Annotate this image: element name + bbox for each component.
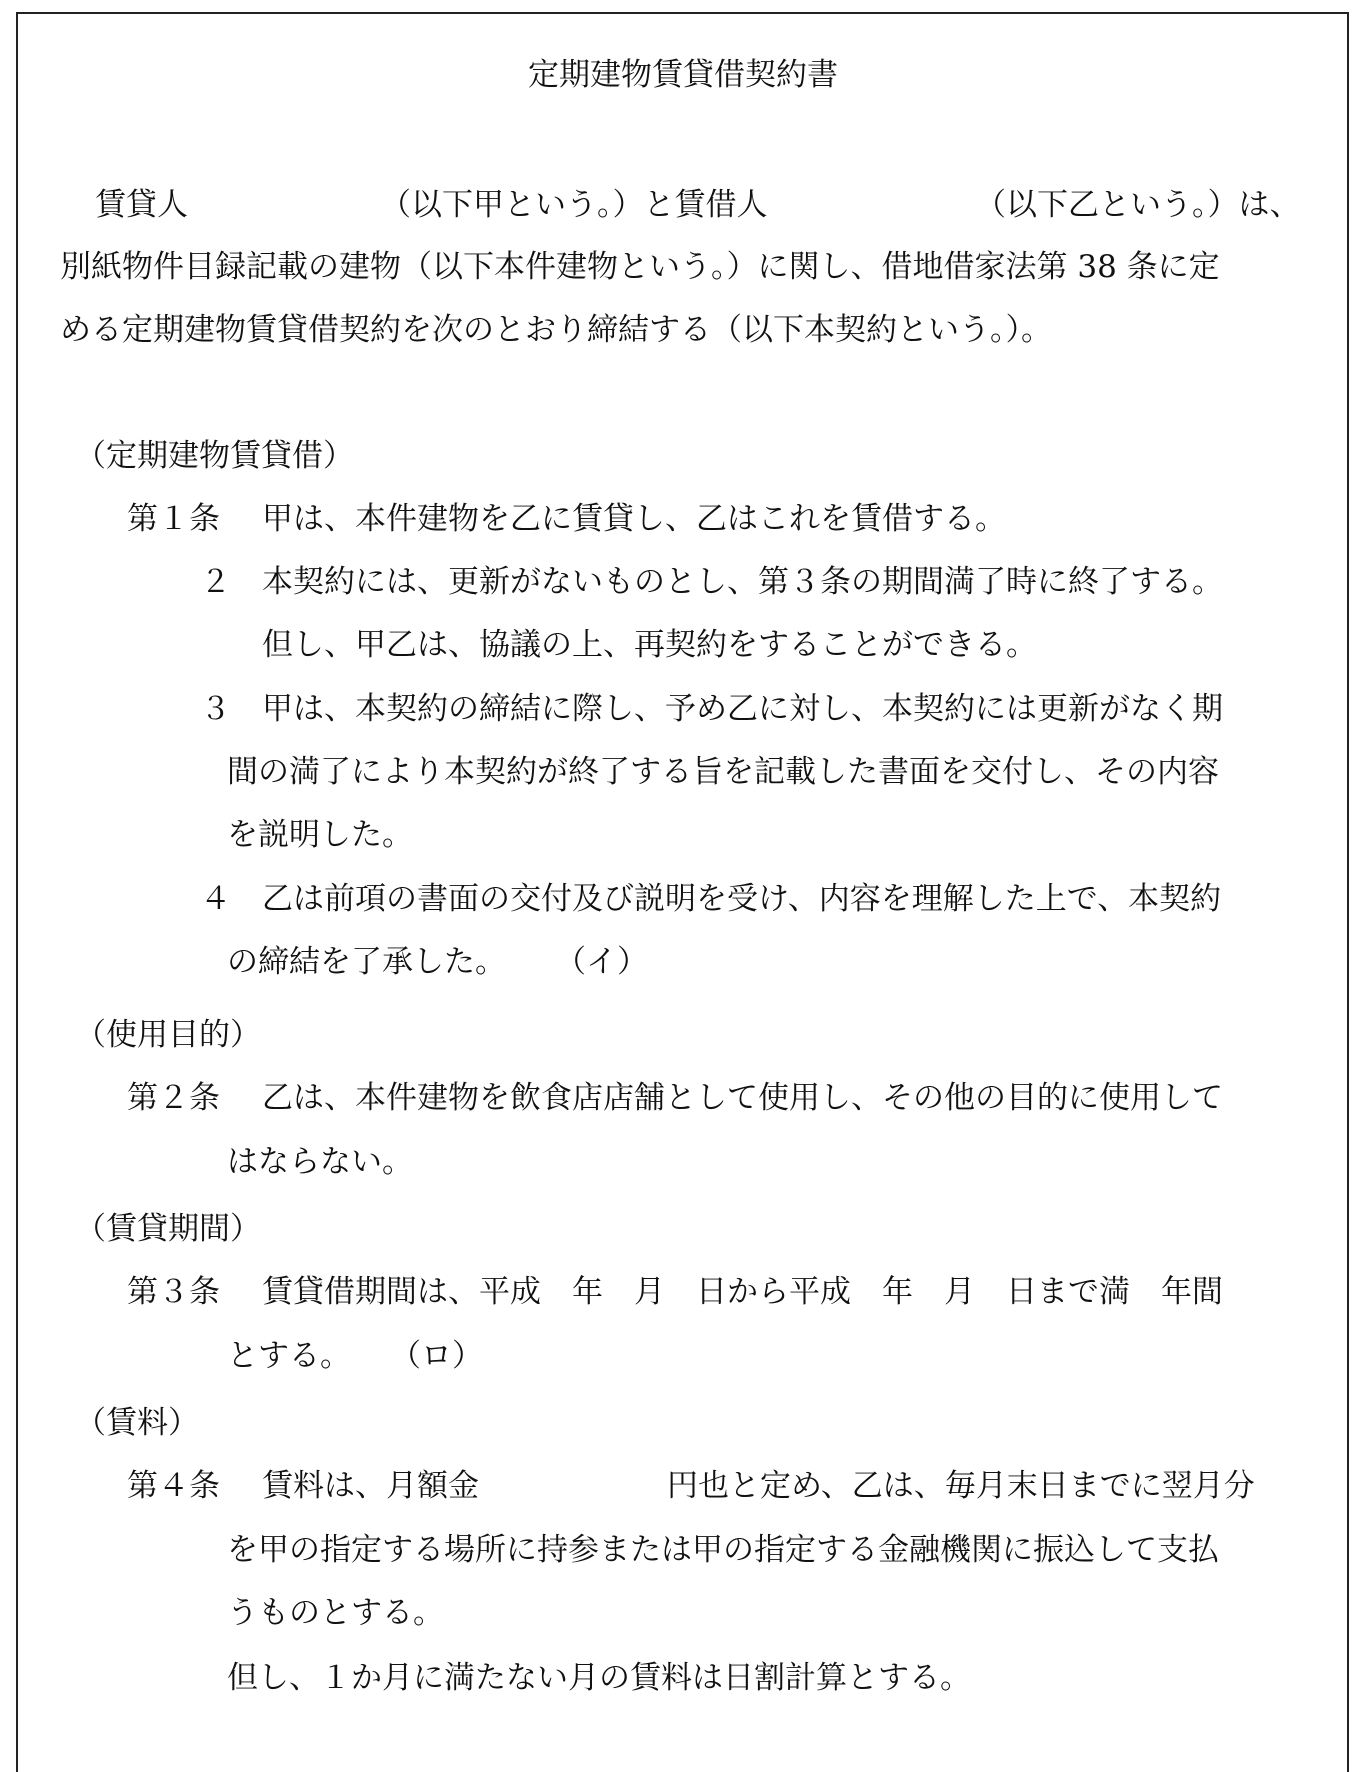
article4-line-1-b: 円也と定め、乙は、毎月末日までに翌月分 [667,1468,1255,1504]
article1-label: 第１条 [127,501,220,537]
preamble-line-3: める定期建物賃貸借契約を次のとおり締結する（以下本契約という。）。 [60,312,1052,348]
article3-line-1: 賃貸借期間は、平成 年 月 日から平成 年 月 日まで満 年間 [262,1274,1223,1310]
preamble-lessor-label: 賃貸人 [95,187,188,223]
preamble-lessor-suffix: （以下甲という。）と賃借人 [380,187,768,223]
article1-p3-line-1: 甲は、本契約の締結に際し、予め乙に対し、本契約には更新がなく期 [262,691,1223,727]
article2-heading: （使用目的） [75,1017,261,1053]
article1-p2-line-2: 但し、甲乙は、協議の上、再契約をすることができる。 [262,627,1037,663]
article1-p4-mark: （イ） [555,944,648,980]
preamble-line-2: 別紙物件目録記載の建物（以下本件建物という。）に関し、借地借家法第 38 条に定 [60,249,1220,285]
article1-p3-number: ３ [200,691,231,727]
article1-paragraph-1: 甲は、本件建物を乙に賃貸し、乙はこれを賃借する。 [262,501,1006,537]
article4-label: 第４条 [127,1468,220,1504]
article3-heading: （賃貸期間） [75,1211,261,1247]
article3-line-2: とする。 [227,1338,351,1374]
article1-p2-number: ２ [200,564,231,600]
article1-p4-number: ４ [200,881,231,917]
article2-label: 第２条 [127,1080,220,1116]
article4-line-2: を甲の指定する場所に持参または甲の指定する金融機関に振込して支払 [227,1532,1219,1568]
article1-heading: （定期建物賃貸借） [75,438,354,474]
article4-line-3: うものとする。 [227,1595,444,1631]
article2-line-2: はならない。 [227,1144,413,1180]
article4-line-1-a: 賃料は、月額金 [262,1468,479,1504]
article3-label: 第３条 [127,1274,220,1310]
preamble-lessee-suffix: （以下乙という。）は、 [975,187,1301,223]
article1-p4-line-1: 乙は前項の書面の交付及び説明を受け、内容を理解した上で、本契約 [262,881,1222,917]
article4-heading: （賃料） [75,1405,199,1441]
article1-p4-line-2: の締結を了承した。 [227,944,506,980]
article4-line-4: 但し、１か月に満たない月の賃料は日割計算とする。 [227,1660,971,1696]
article2-line-1: 乙は、本件建物を飲食店店舗として使用し、その他の目的に使用して [262,1080,1223,1116]
article1-p2-line-1: 本契約には、更新がないものとし、第３条の期間満了時に終了する。 [262,564,1223,600]
document-title: 定期建物賃貸借契約書 [528,57,838,93]
article3-mark: （ロ） [390,1338,483,1374]
article1-p3-line-2: 間の満了により本契約が終了する旨を記載した書面を交付し、その内容 [227,754,1219,790]
article1-p3-line-3: を説明した。 [227,817,413,853]
